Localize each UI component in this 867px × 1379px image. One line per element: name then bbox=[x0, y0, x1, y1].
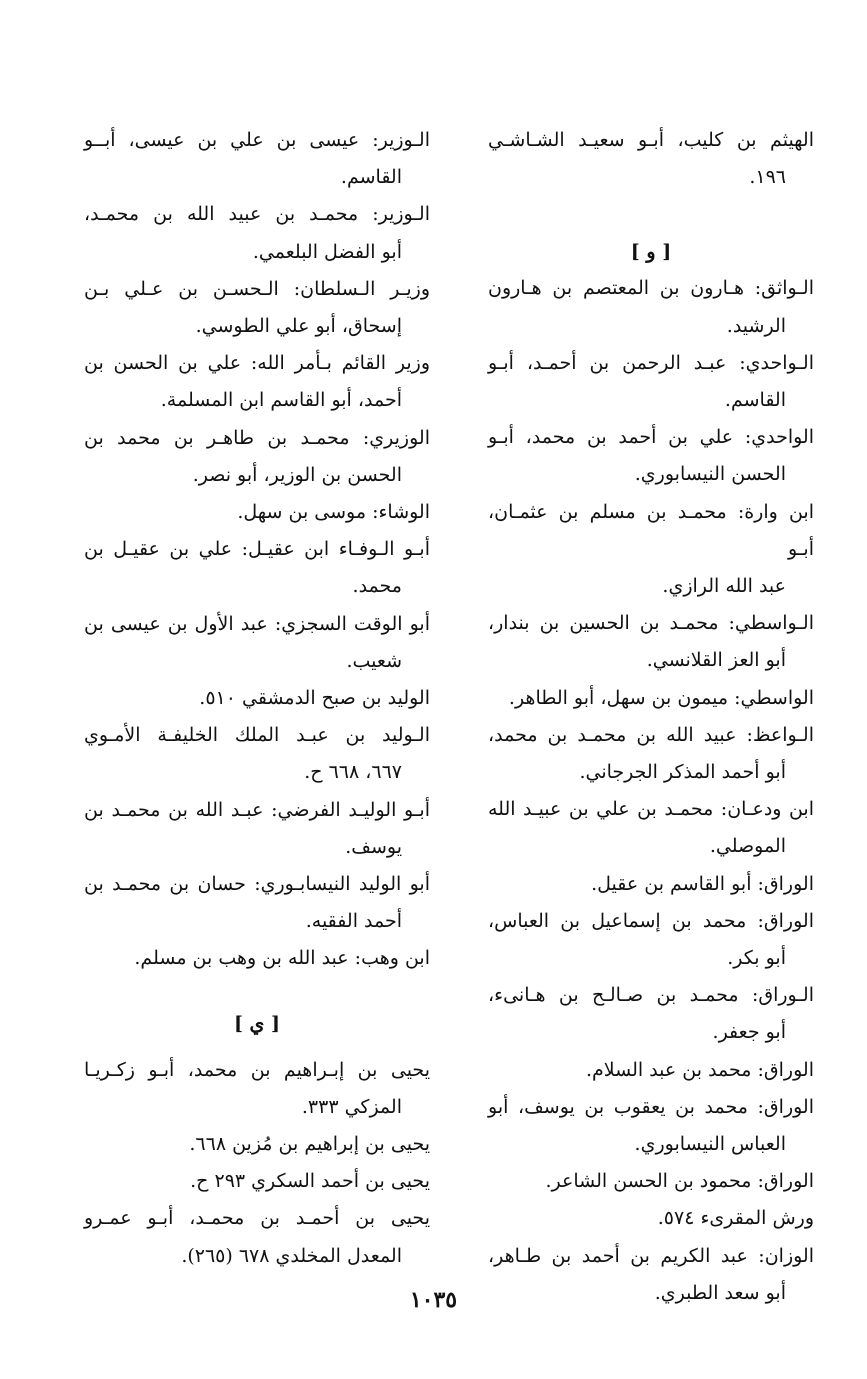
index-entry bbox=[488, 791, 814, 865]
index-entry bbox=[488, 1052, 814, 1089]
right-entries-top bbox=[488, 122, 814, 196]
index-entry bbox=[488, 605, 814, 679]
entry-continuation: الحسن النيسابوري. bbox=[634, 463, 786, 486]
left-entries-after bbox=[84, 1052, 430, 1275]
entry-continuation: الرشيد. bbox=[726, 314, 786, 337]
index-entry bbox=[84, 717, 430, 791]
entry-continuation: يوسف. bbox=[345, 835, 402, 858]
entry-line: الوليد بن صبح الدمشقي ٥١٠. bbox=[199, 687, 430, 710]
index-entry bbox=[84, 271, 430, 345]
entry-continuation: القاسم. bbox=[340, 166, 402, 189]
index-entry: الهيثم بن كليب، أبـو سعيـد الشـاشـي ١٩٦. bbox=[488, 129, 814, 189]
index-entry bbox=[488, 419, 814, 493]
entry-line: أبـو الـوفـاء ابن عقيـل: علي بن عقيـل بن bbox=[84, 538, 430, 561]
section-heading-waw: [ و ] bbox=[630, 241, 672, 264]
index-entry bbox=[488, 270, 814, 344]
index-entry bbox=[84, 196, 430, 270]
index-entry bbox=[84, 345, 430, 419]
entry-continuation: أبو أحمد المذكر الجرجاني. bbox=[579, 761, 786, 784]
entry-continuation: أبو جعفر. bbox=[712, 1021, 786, 1044]
entry-line: الـوزير: عيسى بن علي بن عيسى، أبــو bbox=[84, 129, 430, 151]
entry-line: الوراق: أبو القاسم بن عقيل. bbox=[591, 872, 814, 895]
entry-line: الـوزير: محمـد بن عبيد الله بن محمـد، bbox=[84, 203, 430, 226]
index-entry bbox=[84, 531, 430, 605]
entry-continuation: ٦٦٧، ٦٦٨ ح. bbox=[304, 761, 402, 784]
index-entry bbox=[84, 606, 430, 680]
index-entry bbox=[84, 940, 430, 977]
entry-line: ابن وهب: عبد الله بن وهب بن مسلم. bbox=[134, 947, 430, 970]
index-entry bbox=[84, 1163, 430, 1200]
index-entry bbox=[84, 1200, 430, 1274]
entry-line: الوزان: عبد الكريم بن أحمد بن طـاهر، bbox=[488, 1244, 814, 1267]
entry-line: الـواسطي: محمـد بن الحسين بن بندار، bbox=[488, 612, 814, 635]
entry-line: وزيـر الـسلطان: الـحسـن بن عـلي بـن bbox=[84, 277, 430, 300]
entry-line: أبـو الوليـد الفرضي: عبـد الله بن محمـد بن bbox=[84, 798, 430, 821]
entry-line: الـواعظ: عبيد الله بن محمـد بن محمد، bbox=[488, 723, 814, 746]
entry-line: الـواثق: هـارون بن المعتصم بن هـارون bbox=[488, 277, 814, 300]
right-column bbox=[488, 122, 814, 1312]
index-entry bbox=[84, 494, 430, 531]
entry-line: ورش المقرىء ٥٧٤. bbox=[657, 1207, 814, 1230]
index-entry bbox=[488, 977, 814, 1051]
index-entry bbox=[84, 1052, 430, 1126]
entry-continuation: عبد الله الرازي. bbox=[662, 575, 786, 598]
index-entry bbox=[84, 792, 430, 866]
index-entry bbox=[84, 866, 430, 940]
entry-continuation: أبو العز القلانسي. bbox=[646, 649, 786, 672]
entry-continuation: أبو الفضل البلعمي. bbox=[252, 240, 402, 263]
index-entry bbox=[488, 494, 814, 606]
entry-continuation: المعدل المخلدي ٦٧٨ (٢٦٥). bbox=[181, 1244, 402, 1267]
right-entries bbox=[488, 270, 814, 1312]
entry-line: الوراق: محمود بن الحسن الشاعر. bbox=[545, 1170, 814, 1193]
index-entry bbox=[488, 1163, 814, 1200]
index-entry bbox=[488, 680, 814, 717]
entry-line: الـوراق: محمـد بن صـالـح بن هـانىء، bbox=[488, 984, 814, 1007]
index-entry bbox=[84, 680, 430, 717]
entry-continuation: إسحاق، أبو علي الطوسي. bbox=[195, 315, 402, 338]
entry-continuation: أحمد الفقيه. bbox=[305, 910, 402, 933]
entry-continuation: الموصلي. bbox=[709, 835, 786, 858]
entry-continuation: محمد. bbox=[352, 575, 402, 598]
entry-line: يحيى بن إبراهيم بن مُزين ٦٦٨. bbox=[189, 1133, 430, 1156]
index-entry bbox=[488, 1089, 814, 1163]
entry-line: يحيى بن أحمـد بن محمـد، أبـو عمـرو bbox=[84, 1207, 430, 1230]
entry-continuation: الحسن بن الوزير، أبو نصر. bbox=[192, 463, 402, 486]
entry-line: أبو الوليد النيسابـوري: حسان بن محمـد بن bbox=[84, 873, 430, 896]
entry-line: الوراق: محمد بن إسماعيل بن العباس، bbox=[488, 909, 814, 932]
entry-line: الوراق: محمد بن عبد السلام. bbox=[586, 1058, 814, 1081]
left-entries bbox=[84, 122, 430, 978]
section-heading-ya: [ ي ] bbox=[233, 1012, 281, 1035]
entry-continuation: شعيب. bbox=[346, 649, 402, 672]
left-column bbox=[84, 122, 430, 1275]
entry-line: الـواحدي: عبـد الرحمن بن أحمـد، أبـو bbox=[488, 351, 814, 374]
entry-line: ابن وارة: محمـد بن مسلم بن عثمـان، أبـو bbox=[488, 500, 814, 560]
index-entry bbox=[488, 866, 814, 903]
entry-line: الواسطي: ميمون بن سهل، أبو الطاهر. bbox=[508, 686, 814, 709]
entry-line: الوشاء: موسى بن سهل. bbox=[237, 501, 430, 524]
index-entry bbox=[84, 1126, 430, 1163]
entry-continuation: أبو بكر. bbox=[727, 947, 786, 970]
index-entry bbox=[84, 420, 430, 494]
entry-continuation: أبو سعد الطبري. bbox=[654, 1281, 786, 1304]
entry-continuation: المزكي ٣٣٣. bbox=[301, 1095, 402, 1118]
index-entry bbox=[488, 717, 814, 791]
index-entry bbox=[84, 122, 430, 196]
entry-continuation: أحمد، أبو القاسم ابن المسلمة. bbox=[160, 389, 402, 412]
index-entry bbox=[488, 345, 814, 419]
entry-line: الواحدي: علي بن أحمد بن محمد، أبـو bbox=[488, 426, 814, 449]
entry-line: أبو الوقت السجزي: عبد الأول بن عيسى بن bbox=[84, 612, 430, 635]
index-entry bbox=[488, 903, 814, 977]
entry-line: وزير القائم بـأمر الله: علي بن الحسن بن bbox=[84, 352, 430, 375]
entry-line: الوزيري: محمـد بن طاهـر بن محمد بن bbox=[84, 426, 430, 449]
entry-continuation: القاسم. bbox=[724, 389, 786, 412]
entry-line: الوراق: محمد بن يعقوب بن يوسف، أبو bbox=[488, 1095, 814, 1118]
index-entry bbox=[488, 1200, 814, 1237]
entry-line: الـوليد بن عبـد الملك الخليفـة الأمـوي bbox=[84, 724, 430, 747]
entry-line: ابن ودعـان: محمـد بن علي بن عبيـد الله bbox=[488, 798, 814, 821]
page-number: ١٠٣٥ bbox=[409, 1287, 458, 1313]
entry-line: يحيى بن أحمد السكري ٢٩٣ ح. bbox=[190, 1170, 430, 1193]
entry-continuation: العباس النيسابوري. bbox=[634, 1133, 786, 1156]
entry-line: يحيى بن إبـراهيم بن محمد، أبـو زكـريـا bbox=[84, 1058, 430, 1081]
